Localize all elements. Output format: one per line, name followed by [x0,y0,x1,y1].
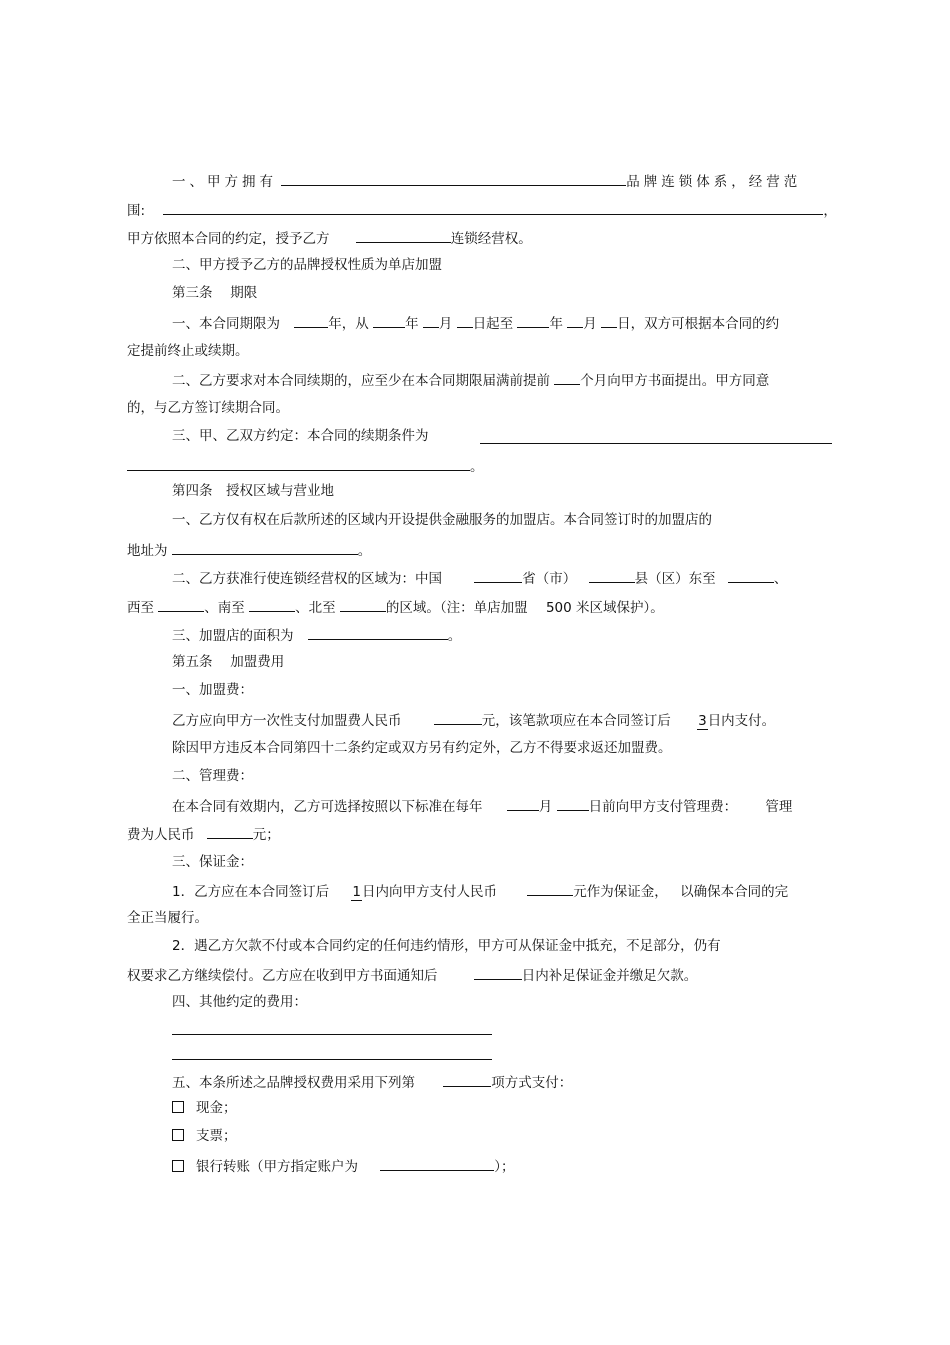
art3-p2: 二、乙方要求对本合同续期的，应至少在本合同期限届满前提前 个月向甲方书面提出。甲方同意 [172,369,769,389]
north-boundary-blank[interactable] [340,596,386,612]
grant-blank[interactable] [356,227,451,243]
art4-p1-cont: 地址为 。 [127,539,371,559]
deposit-amount-blank[interactable] [527,880,573,896]
clause-1-line1: 一、甲方拥有 品牌连锁体系，经营范 [172,170,801,190]
management-fee-heading: 二、管理费： [172,768,253,784]
west-boundary-blank[interactable] [158,596,204,612]
art5-p4-cont: 全正当履行。 [127,910,208,926]
deposit-heading: 三、保证金： [172,854,253,870]
art4-p2: 二、乙方获准行使连锁经营权的区域为：中国 省（市） 县（区）东至 、 [172,567,787,587]
art4-p1: 一、乙方仅有权在后款所述的区域内开设提供金融服务的加盟店。本合同签订时的加盟店的 [172,512,712,528]
payment-method-blank[interactable] [443,1071,491,1087]
renewal-condition-blank[interactable] [480,443,832,444]
store-area-blank[interactable] [308,624,448,640]
end-month-blank[interactable] [567,312,583,328]
art5-p3-cont: 费为人民币 元； [127,823,280,843]
option-check[interactable]: 支票； [172,1126,237,1146]
renewal-condition-blank-2[interactable] [127,455,470,471]
start-month-blank[interactable] [423,312,439,328]
brand-blank[interactable] [281,170,626,186]
article-5-title: 第五条 加盟费用 [172,654,285,670]
clause-1-line3: 甲方依照本合同的约定，授予乙方 连锁经营权。 [127,227,532,247]
deposit-days-blank[interactable] [474,964,522,980]
art5-p5-cont: 权要求乙方继续偿付。乙方应在收到甲方书面通知后 日内补足保证金并缴足欠款。 [127,964,697,984]
start-day-blank[interactable] [457,312,473,328]
franchise-fee-blank[interactable] [434,709,482,725]
clause-1-line2: 围: ， [127,199,837,219]
art3-p3-cont: 。 [127,455,484,475]
art3-p3: 三、甲、乙双方约定：本合同的续期条件为 [172,428,429,444]
east-boundary-blank[interactable] [728,567,774,583]
art5-p6: 五、本条所述之品牌授权费用采用下列第 项方式支付： [172,1071,572,1091]
renewal-months-blank[interactable] [554,369,580,385]
art3-p1: 一、本合同期限为 年，从 年 月 日起至 年 月 日，双方可根据本合同的约 [172,312,779,332]
checkbox-icon[interactable] [172,1129,184,1141]
art4-p2-cont: 西至 、南至 、北至 的区域。（注：单店加盟 500 米区域保护）。 [127,596,664,616]
south-boundary-blank[interactable] [249,596,295,612]
option-bank-transfer[interactable]: 银行转账（甲方指定账户为 ）； [172,1155,515,1175]
article-3-title: 第三条 期限 [172,285,258,301]
start-year-blank[interactable] [373,312,405,328]
store-address-blank[interactable] [172,539,358,555]
checkbox-icon[interactable] [172,1160,184,1172]
article-4-title: 第四条 授权区域与营业地 [172,483,334,499]
term-years-blank[interactable] [294,312,328,328]
art5-p3: 在本合同有效期内，乙方可选择按照以下标准在每年 月 日前向甲方支付管理费： 管理 [172,795,792,815]
franchise-fee-heading: 一、加盟费： [172,682,253,698]
option-cash[interactable]: 现金； [172,1098,237,1118]
mgmt-month-blank[interactable] [507,795,539,811]
art5-p1: 乙方应向甲方一次性支付加盟费人民币 元，该笔款项应在本合同签订后 3日内支付。 [172,709,775,729]
county-blank[interactable] [589,567,635,583]
mgmt-fee-blank[interactable] [207,823,253,839]
art3-p2-cont: 的，与乙方签订续期合同。 [127,400,289,416]
clause-2: 二、甲方授予乙方的品牌授权性质为单店加盟 [172,257,442,273]
art5-p4: 1．乙方应在本合同签订后 1日内向甲方支付人民币 元作为保证金， 以确保本合同的完 [172,880,788,900]
art5-p5: 2．遇乙方欠款不付或本合同约定的任何违约情形，甲方可从保证金中抵充，不足部分，仍有 [172,938,721,954]
bank-account-blank[interactable] [380,1155,494,1171]
art3-p1-cont: 定提前终止或续期。 [127,343,249,359]
art5-p2: 除因甲方违反本合同第四十二条约定或双方另有约定外，乙方不得要求返还加盟费。 [172,740,672,756]
mgmt-day-blank[interactable] [557,795,589,811]
end-day-blank[interactable] [601,312,617,328]
scope-blank[interactable] [163,199,823,215]
province-blank[interactable] [474,567,522,583]
other-fees-blank-1[interactable] [172,1034,492,1035]
other-fees-heading: 四、其他约定的费用： [172,994,307,1010]
art4-p3: 三、加盟店的面积为 。 [172,624,461,644]
checkbox-icon[interactable] [172,1101,184,1113]
other-fees-blank-2[interactable] [172,1059,492,1060]
end-year-blank[interactable] [517,312,549,328]
